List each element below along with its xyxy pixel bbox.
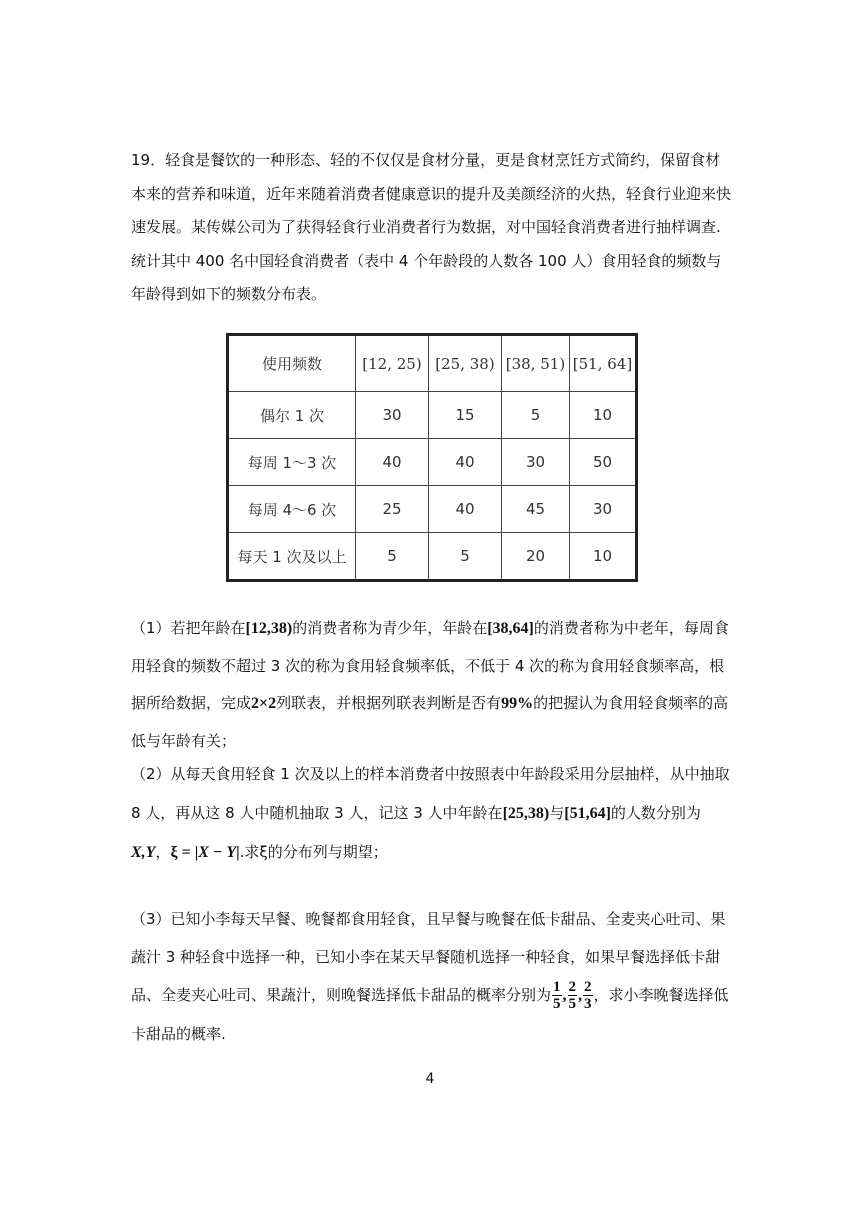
math-interval: [38,64] xyxy=(487,620,534,637)
table-row xyxy=(228,392,637,439)
fraction xyxy=(568,979,578,1012)
fraction-denominator: 5 xyxy=(568,996,577,1012)
question-text: .求ξ的分布列与期望； xyxy=(239,843,388,861)
math-expression: 2×2 xyxy=(251,695,277,712)
table-cell: 20 xyxy=(502,533,570,581)
fraction-denominator: 3 xyxy=(584,996,592,1012)
problem-number: 19． xyxy=(131,151,166,169)
math-interval: [25,38) xyxy=(502,805,550,822)
question-1 xyxy=(131,610,733,760)
question-text: （1）若把年龄在 xyxy=(131,619,246,637)
page-number: 4 xyxy=(425,1071,435,1087)
question-3 xyxy=(131,900,733,1053)
table-row-label: 偶尔 1 次 xyxy=(228,392,356,439)
table-row xyxy=(228,439,637,486)
table-row xyxy=(228,533,637,581)
table-cell: 45 xyxy=(502,486,570,533)
math-interval: [12,38) xyxy=(245,620,293,637)
problem-intro-text: 轻食是餐饮的一种形态、轻的不仅仅是食材分量，更是食材烹饪方式简约，保留食材本来的营养和味道，近年来随着消费者健康意识的提升及美颜经济的火热，轻食行业迎来快速发展。某传媒公司为了获得轻食行业消费者行为数据，对中国轻食消费者进行抽样调查.统计其中 400 名中国轻食消费者（表中 4 个年龄段的人数各 100 人）食用轻食的频数与年龄得到如下的频数分布表。 xyxy=(131,151,732,303)
frequency-table xyxy=(226,333,638,582)
math-separator: , xyxy=(562,987,567,1004)
fraction-denominator: 5 xyxy=(553,996,561,1012)
math-percentage: 99% xyxy=(501,695,534,712)
table-header-row xyxy=(228,335,637,392)
table-cell: 10 xyxy=(570,533,637,581)
table-cell: 15 xyxy=(429,392,502,439)
table-cell: 40 xyxy=(429,439,502,486)
table-header-cell: [38, 51) xyxy=(502,335,570,392)
question-2 xyxy=(131,755,733,872)
table-header-cell: [25, 38) xyxy=(429,335,502,392)
question-text: ， xyxy=(155,843,171,861)
math-variables: X,Y xyxy=(131,844,156,861)
question-text: 的把握认为食用轻食频率的高低与年龄有关； xyxy=(131,694,729,750)
table-cell: 30 xyxy=(502,439,570,486)
table-cell: 40 xyxy=(356,439,429,486)
question-text: 与 xyxy=(549,804,565,822)
table-header-cell: [12, 25) xyxy=(356,335,429,392)
problem-intro xyxy=(131,144,731,312)
question-text: 列联表，并根据列联表判断是否有 xyxy=(276,694,502,712)
table-cell: 5 xyxy=(502,392,570,439)
table-row-label: 每周 1～3 次 xyxy=(228,439,356,486)
table-cell: 30 xyxy=(570,486,637,533)
table-cell: 50 xyxy=(570,439,637,486)
question-text: 的消费者称为青少年，年龄在 xyxy=(292,619,488,637)
table-cell: 25 xyxy=(356,486,429,533)
math-expression: ξ = | xyxy=(170,844,199,861)
table-row-label: 每周 4～6 次 xyxy=(228,486,356,533)
math-expression: | xyxy=(236,844,240,861)
question-text: ，求小李晚餐选择低卡甜品的概率. xyxy=(131,986,729,1043)
question-text: 的消费者称为中老年，每周食用轻食的频数不超过 3 次的称为食用轻食频率低，不低于 4 次的称为食用轻食频率高，根据所给数据，完成 xyxy=(131,619,729,712)
table-row xyxy=(228,486,637,533)
table-cell: 5 xyxy=(356,533,429,581)
question-text: 的人数分别为 xyxy=(610,804,701,822)
question-text: （3）已知小李每天早餐、晚餐都食用轻食，且早餐与晚餐在低卡甜品、全麦夹心吐司、果蔬汁 3 种轻食中选择一种，已知小李在某天早餐随机选择一种轻食，如果早餐选择低卡甜品、全麦夹心吐司、果蔬汁，则晚餐选择低卡甜品的概率分别为 xyxy=(131,910,726,1004)
table-header-cell: 使用频数 xyxy=(228,335,356,392)
table-cell: 5 xyxy=(429,533,502,581)
fraction-numerator: 2 xyxy=(584,979,592,995)
fraction xyxy=(552,979,562,1012)
math-expression: X − Y xyxy=(198,844,237,861)
table-row-label: 每天 1 次及以上 xyxy=(228,533,356,581)
table-cell: 40 xyxy=(429,486,502,533)
math-interval: [51,64] xyxy=(564,805,611,822)
table-header-cell: [51, 64] xyxy=(570,335,637,392)
table-cell: 30 xyxy=(356,392,429,439)
fraction xyxy=(583,979,593,1012)
question-text: （2）从每天食用轻食 1 次及以上的样本消费者中按照表中年龄段采用分层抽样，从中抽取 8 人，再从这 8 人中随机抽取 3 人，记这 3 人中年龄在 xyxy=(131,765,730,822)
table-cell: 10 xyxy=(570,392,637,439)
math-separator: , xyxy=(578,987,583,1004)
fraction-numerator: 1 xyxy=(553,979,561,995)
fraction-numerator: 2 xyxy=(568,979,577,995)
